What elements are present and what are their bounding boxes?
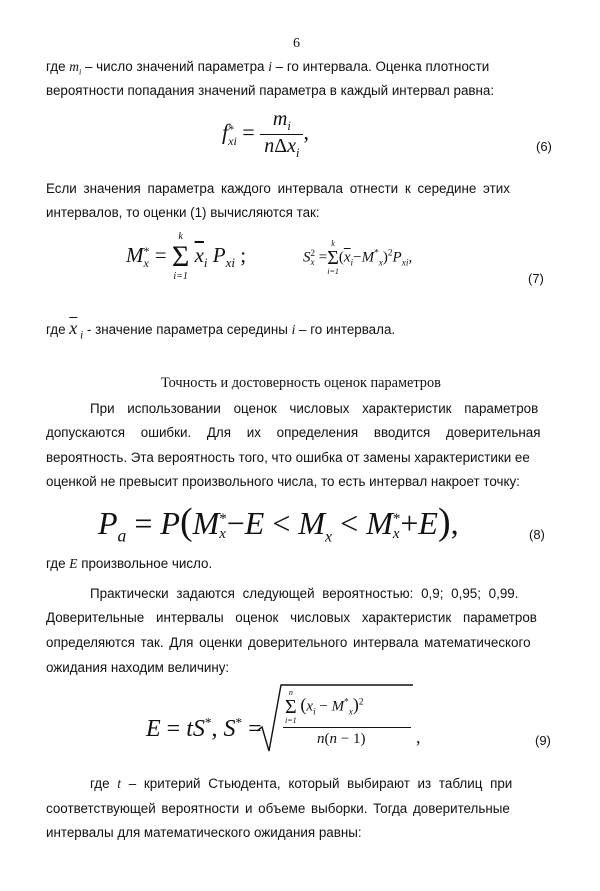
- paragraph-line: определяются так. Для оценки доверительного интервала математического: [46, 635, 531, 650]
- section-heading: Точность и достоверность оценок параметров: [161, 375, 441, 391]
- equation-9-denominator: n(n − 1): [317, 731, 366, 747]
- paragraph-line: интервалов, то оценки (1) вычисляются так:: [46, 205, 320, 220]
- page-number: 6: [293, 36, 300, 51]
- paragraph-line: ожидания находим величину:: [46, 660, 230, 675]
- equation-number: (6): [536, 139, 552, 154]
- paragraph-line: где $\overline{x}$ $_i$ - значение параметра середины i – го интервала.: [46, 318, 396, 342]
- equation-8: $P_a = P(M$ * x $-E < M_x < M$ * x +E),: [98, 501, 459, 546]
- paragraph-line: где E произвольное число.: [46, 556, 213, 571]
- paragraph-line: Практически задаются следующей вероятностью: 0,9; 0,95; 0,99.: [90, 586, 519, 601]
- equation-number: (8): [529, 527, 545, 542]
- paragraph-line: Доверительные интервалы оценок числовых характеристик параметров: [46, 610, 537, 625]
- equation-number: (9): [535, 733, 551, 748]
- equation-7-variance: S 2 x = k Σ i=1 $(\overline{x}_i-M^*_x)^2P_{xi}$,: [303, 239, 413, 276]
- paragraph-line: При использовании оценок числовых характеристик параметров: [90, 401, 539, 416]
- equation-number: (7): [528, 271, 544, 286]
- equation-9-lhs: E = tS*, S* =: [146, 715, 262, 742]
- paragraph-line: интервалы для математического ожидания равны:: [46, 825, 362, 840]
- paragraph-line: Если значения параметра каждого интервала отнести к середине этих: [46, 181, 510, 196]
- paragraph-line: вероятность. Эта вероятность того, что ошибка от замены характеристики ее: [46, 450, 530, 465]
- paragraph-line: оценкой не превысит произвольного числа, то есть интервал накроет точку:: [46, 474, 520, 489]
- equation-7-mean: M * x = k Σ i=1 $\overline{x}_i$ $P_{xi}$ ;: [126, 231, 247, 282]
- paragraph-line: допускаются ошибки. Для их определения вводится доверительная: [46, 425, 541, 440]
- equation-9-comma: ,: [416, 727, 421, 747]
- equation-6: f * xi = $\frac{m_i}{n\Delta x_i}$ ,: [222, 108, 309, 160]
- paragraph-line: где t – критерий Стьюдента, который выбирают из таблиц при: [90, 776, 513, 791]
- paragraph-line: вероятности попадания значений параметра в каждый интервал равна:: [46, 83, 495, 98]
- equation-9-numerator: n Σ i=1 $(x_i - M^*_x)^2$: [285, 688, 364, 725]
- fraction-bar: [283, 727, 411, 728]
- paragraph-line: соответствующей вероятности и объеме выборки. Тогда доверительные: [46, 801, 510, 816]
- equation-9-radical: [255, 683, 415, 753]
- paragraph-line: где $m_i$ – число значений параметра i – го интервала. Оценка плотности: [46, 59, 490, 77]
